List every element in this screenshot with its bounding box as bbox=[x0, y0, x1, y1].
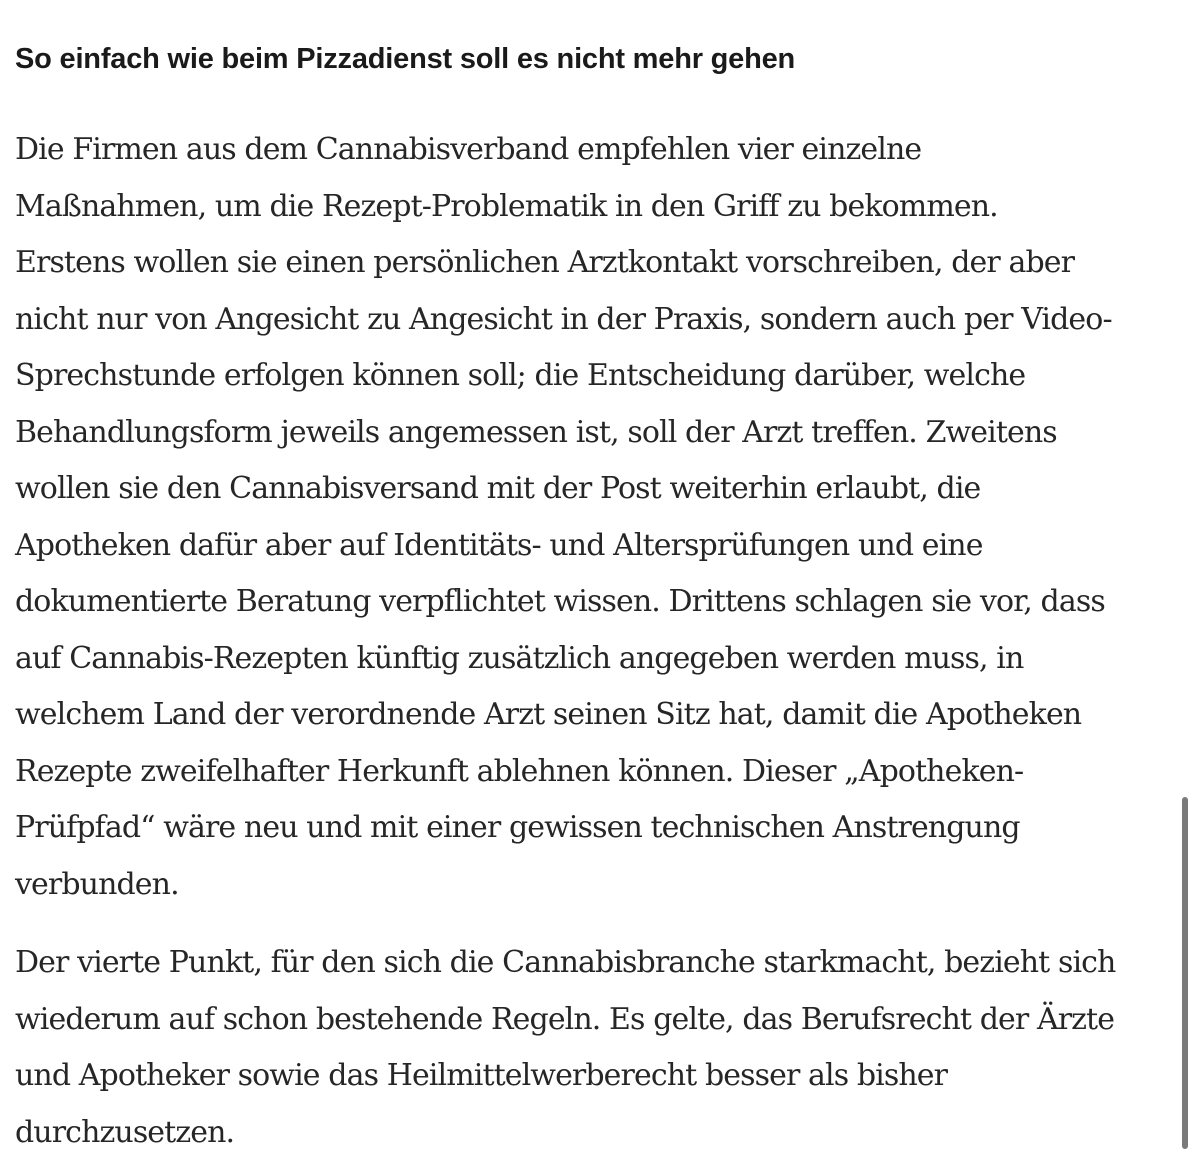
scrollbar-thumb[interactable] bbox=[1182, 797, 1188, 1149]
text-line: wiederum auf schon bestehende Regeln. Es gelte, das Berufsrecht der Ärzte bbox=[15, 992, 1185, 1049]
text-line: Apotheken dafür aber auf Identitäts- und Altersprüfungen und eine bbox=[15, 518, 1185, 575]
text-line: Rezepte zweifelhafter Herkunft ablehnen können. Dieser „Apotheken- bbox=[15, 744, 1185, 801]
text-line: durchzusetzen. bbox=[15, 1105, 1185, 1161]
text-line: Erstens wollen sie einen persönlichen Arztkontakt vorschreiben, der aber bbox=[15, 235, 1185, 292]
text-line: auf Cannabis-Rezepten künftig zusätzlich angegeben werden muss, in bbox=[15, 631, 1185, 688]
text-line: Der vierte Punkt, für den sich die Cannabisbranche starkmacht, bezieht sich bbox=[15, 935, 1185, 992]
text-line: verbunden. bbox=[15, 857, 1185, 914]
paragraph-measures bbox=[15, 122, 1185, 913]
text-line: und Apotheker sowie das Heilmittelwerberecht besser als bisher bbox=[15, 1048, 1185, 1105]
text-line: Die Firmen aus dem Cannabisverband empfehlen vier einzelne bbox=[15, 122, 1185, 179]
text-line: nicht nur von Angesicht zu Angesicht in der Praxis, sondern auch per Video- bbox=[15, 292, 1185, 349]
text-line: dokumentierte Beratung verpflichtet wissen. Drittens schlagen sie vor, dass bbox=[15, 574, 1185, 631]
paragraph-fourth-point bbox=[15, 935, 1185, 1161]
text-line: wollen sie den Cannabisversand mit der Post weiterhin erlaubt, die bbox=[15, 461, 1185, 518]
article-body bbox=[15, 38, 1185, 1161]
text-line: welchem Land der verordnende Arzt seinen Sitz hat, damit die Apotheken bbox=[15, 687, 1185, 744]
text-line: Sprechstunde erfolgen können soll; die Entscheidung darüber, welche bbox=[15, 348, 1185, 405]
section-heading: So einfach wie beim Pizzadienst soll es nicht mehr gehen bbox=[15, 38, 1185, 80]
text-line: Maßnahmen, um die Rezept-Problematik in den Griff zu bekommen. bbox=[15, 179, 1185, 236]
text-line: Behandlungsform jeweils angemessen ist, soll der Arzt treffen. Zweitens bbox=[15, 405, 1185, 462]
text-line: Prüfpfad“ wäre neu und mit einer gewissen technischen Anstrengung bbox=[15, 800, 1185, 857]
